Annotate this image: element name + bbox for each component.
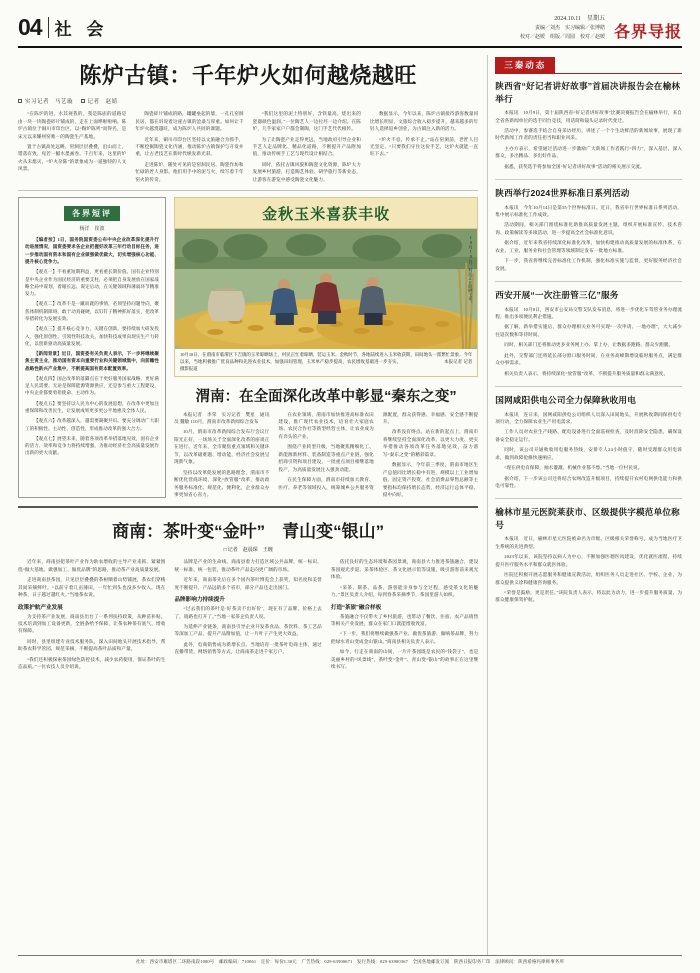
lead-byline bbox=[18, 97, 478, 105]
lead-body bbox=[18, 110, 478, 183]
commentary-tab: 各界短评 bbox=[64, 206, 120, 221]
main-column bbox=[18, 55, 487, 955]
shangnan-col-3 bbox=[331, 558, 478, 673]
weinan-para: 坚持以改革促发展的思路理念，渭南市不断优化营商环境，深化“放管服”改革，推动政务服务标准化、规范化、便利化，企业群众办事更加省心省力。 bbox=[174, 469, 270, 497]
news-para: “现在供电有保障，抽水灌溉、机械作业都不愁。”当地一位村民说。 bbox=[504, 465, 643, 471]
news-title: 西安开展“一次注册管三亿”服务 bbox=[495, 290, 619, 301]
news-para: 本报讯 10月9日，第十届陕西省“好记者讲好故事”比赛决赛报告会在榆林举行，来自全省各新闻单位的选手同台竞技，用话筒和镜头记录时代变迁。 bbox=[495, 110, 683, 123]
news-title: 国网咸阳供电公司全力保障秋收用电 bbox=[495, 395, 636, 406]
news-title: 榆林市星元医院莱获市、区级提供字模范单位称号 bbox=[495, 507, 680, 530]
shangnan-para: “下一步，我们将继续做强茶产业、做优茶旅游、做响茶品牌，努力把绿水青山变成金山银山。”商南县相关负责人表示。 bbox=[330, 631, 479, 644]
shangnan-para: 依托良好的生态环境和茶园景观，商南县大力推进茶旅融合，建设茶园观光步道、采茶体验区、茶文化展示馆等设施，吸引游客前来观光体验。 bbox=[330, 559, 479, 580]
news-para: 据了解，新举措实施后，群众办理相关业务可实现“一次申请、一地办理”，大大减少往返次数和等待时间。 bbox=[495, 324, 683, 337]
commentary-para: 【观点七】展望未来，随着各项改革举措落地见效，国有企业的活力、效率和竞争力将持续增强，为推动经济社会高质量发展作出新的更大贡献。 bbox=[25, 435, 159, 456]
lead-para: 近年来，铜川市印台区坚持以文旅融合为抓手，不断挖掘陶瓷文化内涵，推动陈炉古镇保护与开发并重，让古老技艺在新时代焕发新光彩。 bbox=[135, 136, 244, 157]
commentary-para: 【观点四】国企改革的落脚点在于更好服务国家战略、更好满足人民需要。无论是保障能源资源供应，还是参与重大工程建设，中央企业都要勇担使命、主动作为。 bbox=[25, 375, 159, 396]
lead-para: “我们这里的泥土特别好，含铁量高，烧出来的瓷器颜色温润。”一位陶艺人一边拉坯一边介绍。在陈炉，几乎家家户户都会制陶，这门手艺代代相传。 bbox=[252, 111, 361, 132]
shangnan-para: 品牌是产业的生命线。商南县着力打造区域公共品牌，统一标识、统一标准、统一包装，推动茶叶产品走向更广阔的市场。 bbox=[174, 559, 322, 572]
news-item bbox=[495, 187, 682, 272]
shangnan-para: 为支持茶产业发展，商南县出台了一系列扶持政策，从种苗补贴、技术培训到加工设备更新，全链条给予保障，让茶农种茶有底气、增收有保障。 bbox=[18, 613, 166, 634]
news-para: 主办方表示，希望通过活动进一步激励广大新闻工作者践行“四力”，深入基层、深入群众，多出精品、多出好作品。 bbox=[495, 145, 683, 159]
shangnan-col-1 bbox=[18, 558, 165, 673]
divider bbox=[18, 190, 478, 191]
news-item bbox=[495, 394, 682, 489]
news-body bbox=[495, 411, 682, 490]
lead-para: 陶瓷碎片铺成的路，罐罐垒起的墙，一孔孔窑洞民居，都在诉说着这座古镇的沧桑与厚重。如何让千年炉火越烧越旺，成为陈炉人共同的课题。 bbox=[135, 111, 244, 132]
bullet-icon-2 bbox=[81, 99, 85, 103]
weinan-para: 改革没有终点。站在新的起点上，渭南市将继续坚持全面深化改革，以更大力度、更实举措推动各项改革任务落地见效，奋力谱写“秦东之变”的精彩篇章。 bbox=[382, 429, 479, 457]
right-column bbox=[495, 55, 682, 955]
editor-credit-2: 校对／赵媛 组版／周圆 校对／赵媛 bbox=[519, 34, 605, 40]
publication-date: 2024.10.11 星期五 bbox=[554, 16, 605, 22]
lead-para: 数据显示，今年以来，陈炉古镇接待游客数量同比增长明显，文旅综合收入稳步提升，越来越多的年轻人选择返乡创业，为古镇注入新的活力。 bbox=[369, 111, 479, 132]
shangnan-subhead-3: 打造“茶旅”融合样板 bbox=[330, 604, 382, 611]
lead-byline-editor: 记者 赵婧 bbox=[87, 99, 118, 106]
shangnan-subhead-1: 政策护航产业发展 bbox=[18, 604, 63, 611]
photo-side-note: 10月10日，村民正在晾晒玉米。 bbox=[468, 235, 474, 306]
news-para: 据介绍，下一步该公司还将结合农网改造升级项目，持续提升农村电网供电能力和供电可靠性。 bbox=[495, 475, 683, 489]
lead-para: “炉火不息，传承不止。”站在窑洞前，老匠人目光坚定，“只要我们守住这份手艺，这炉火就能一直旺下去。” bbox=[369, 136, 479, 157]
shangnan-para: 近年来，商南茶先后在多个国内茶叶博览会上获奖，知名度和美誉度不断提升，产品远销多个省市，部分产品还走出国门。 bbox=[174, 577, 322, 590]
divider bbox=[495, 386, 682, 387]
news-para: 据介绍，近年来我省持续深化标准化改革，加快构建推动高质量发展的标准体系，在农业、工业、服务业和社会管理等领域制定发布一批地方标准。 bbox=[495, 240, 683, 253]
corn-harvest-illustration bbox=[175, 229, 477, 349]
news-body bbox=[495, 204, 682, 273]
divider-double bbox=[18, 506, 478, 508]
news-body bbox=[495, 535, 682, 604]
shangnan-subhead-2: 品牌影响力持续提升 bbox=[174, 597, 225, 604]
news-para: 本报讯 今年10月14日是第55个世界标准日。近日，我省举行世界标准日系列活动，集中展示标准化工作成效。 bbox=[495, 204, 683, 218]
news-para: 同时，相关部门还将推动更多业务网上办、掌上办，让数据多跑路、群众少跑腿。 bbox=[504, 342, 674, 348]
photo-feature-title: 金秋玉米喜获丰收 bbox=[174, 197, 478, 229]
photo-caption: 10月10日，在渭南市临渭区下吉镇的玉米晾晒场上，村民正忙着晾晒、装运玉米。金秋时节，各地陆续进入玉米收获期，田间地头一派繁忙景象。今年以来，当地积极推广优良品种和先进农业技术，加强田间管理，玉米单产稳步提高，农民增收基础进一步夯实。 本报记者 记者 摄影报道 bbox=[174, 349, 478, 376]
masthead bbox=[18, 14, 682, 48]
commentary-body bbox=[25, 236, 159, 457]
news-item bbox=[495, 289, 682, 377]
shangnan-headline: 商南：茶叶变“金叶” 青山变“银山” bbox=[112, 522, 385, 542]
lead-para: 走进陈炉，随处可见的是窑洞民居、陶瓷作坊和忙碌的匠人身影。他们用手中的泥与火，续写着千年窑火的传奇。 bbox=[135, 161, 244, 182]
news-para: 2023年以来，该院坚持以病人为中心，不断加强医德医风建设，优化就医流程，持续提升医疗服务水平和群众就医体验。 bbox=[495, 554, 683, 567]
news-para: 本报讯 近日，榆林市星元医院被命名为市级、区级相关荣誉称号，成为当地医疗卫生系统的先进典型。 bbox=[495, 536, 683, 549]
weinan-body bbox=[174, 411, 478, 499]
news-para: 此外，交警部门还将延长部分窗口服务时间，在业务高峰期增设临时服务点，满足群众办事需求。 bbox=[495, 352, 683, 366]
lead-para: 同时，依托古镇风貌和陶瓷文化资源，陈炉大力发展乡村旅游，打造陶艺体验、研学旅行等新业态，让游客在游览中感受陶瓷文化魅力。 bbox=[252, 161, 361, 182]
commentary-para: 【观点三】提升核心竞争力，关键在创新。要持续加大研发投入，强化原创性、引领性科技攻关，加快科技成果向现实生产力转化，以创新驱动高质量发展。 bbox=[25, 326, 159, 346]
news-para: 活动中，参赛选手结合自身采访经历，讲述了一个个生动鲜活的新闻故事，展现了新时代新闻工作者的责任担当和职业风采。 bbox=[495, 127, 683, 141]
news-title: 陕西举行2024世界标准日系列活动 bbox=[495, 188, 630, 199]
shangnan-para: 茶旅融合不仅带火了乡村旅游，也带动了餐饮、住宿、农产品销售等相关产业发展，群众在家门口就能增收致富。 bbox=[330, 613, 479, 627]
masthead-left bbox=[18, 14, 108, 41]
commentary-para: 【观点五】要坚持以人民为中心的发展思想，在改革中更加注重保障和改善民生，让发展成果更多更公平地惠及全体人民。 bbox=[25, 400, 159, 414]
right-column-header bbox=[495, 55, 682, 74]
lead-para: 为了让陶瓷产业走得更远，当地政府引导企业和手艺人走品牌化、精品化道路，不断提升产品附加值，推动传统手工艺与现代设计相结合。 bbox=[252, 136, 361, 157]
weinan-byline: 本报记者 李荣 实习记者 樊星 通讯员 魏敏 110月，渭南市改革新闻综合发布 bbox=[174, 411, 270, 425]
commentary-para: 【观点六】改革越深入，越需要凝聚共识。要充分调动广大职工的积极性、主动性、创造性，形成推动改革的强大合力。 bbox=[25, 418, 159, 431]
weinan-para: 在农业领域，渭南市加快推进高标准农田建设，推广现代农业技术，培育壮大家庭农场、农民合作社等新型经营主体，让农业成为有奔头的产业。 bbox=[278, 411, 374, 439]
shangnan-para: “我们还积极探索茶园绿色防控技术，减少农药使用，保证茶叶的生态品质。”一位农技人员介绍说。 bbox=[18, 656, 166, 670]
shangnan-col-2 bbox=[174, 558, 321, 673]
shangnan-para: 如今，行走在商南的山间，一片片茶园既是农民的“钱袋子”，也是美丽乡村的“风景线”，茶叶变“金叶”、青山变“银山”的故事正在这里继续书写。 bbox=[330, 649, 479, 670]
page-body bbox=[18, 55, 682, 955]
shangnan-para: “过去我们的茶叶是‘好茶卖不出好价’，现在有了品牌，价格上去了，销路也打开了。”当地一家茶企负责人说。 bbox=[174, 606, 322, 619]
photo-and-weinan bbox=[174, 197, 478, 498]
right-column-tab: 三秦动态 bbox=[495, 57, 555, 73]
commentary-author: 杨洋 崔波 bbox=[79, 227, 105, 233]
news-para: 相关负责人表示，将持续深化“放管服”改革，不断提升服务质量和群众满意度。 bbox=[504, 370, 669, 376]
lead-para: “在陈炉的进，水其观我的，我是陈庙的道路是由一块一块陶瓷碎片铺成的，走在上面哗啦啦响。陈炉古镇位于铜川市印台区，以“陶炉陈列”而得名，是宋元以来耀州窑唯一的陶瓷生产基地。 bbox=[18, 111, 127, 139]
news-para: 下一步，我省将继续完善标准化工作机制，强化标准实施与监督，更好服务经济社会发展。 bbox=[495, 258, 683, 271]
masthead-meta bbox=[520, 14, 605, 42]
news-para: 活动期间，相关部门围绕标准化助推高质量发展主题，组织开展标准宣传、技术咨询、政策解读等多项活动，进一步提高全社会标准化意识。 bbox=[495, 222, 683, 235]
commentary-para: 【观点一】不看重短期利益，更看重长期价值。国有企业特别是中央企业作为国民经济的重要支柱，必须把自身发展放在国家战略全局中谋划，着眼长远、谋定后动，在关键领域和薄弱环节精准发力。 bbox=[25, 269, 159, 297]
news-item bbox=[495, 506, 682, 603]
commentary-para: 【观点二】改革不是一蹴而就的事情，必须坚持问题导向，聚焦体制机制障碍，敢于动真碰硬，以钉钉子精神抓好落实，把改革举措转化为发展实效。 bbox=[25, 301, 159, 321]
shangnan-para: 近年来，商南县把茶叶产业作为助农增收的主导产业来抓，紧紧围绕“做大基地、做强加工、做优品牌”的思路，推动茶产业高质量发展。 bbox=[18, 559, 166, 572]
weinan-headline: 渭南：在全面深化改革中彰显“秦东之变” bbox=[195, 388, 457, 405]
lead-headline: 陈炉古镇：千年炉火如何越烧越旺 bbox=[79, 63, 417, 89]
column-divider bbox=[487, 55, 488, 955]
shangnan-para: 走进商南县茶园，只见层层叠叠的茶树顺着山势铺展，茶农们穿梭其间采摘鲜叶。“以前守着几亩薄田，一年忙到头也没多少收入。现在种茶，日子越过越红火。”当地茶农说。 bbox=[18, 577, 166, 598]
news-title: 陕西省“好记者讲好故事”首届决讲报告会在榆林举行 bbox=[495, 81, 681, 104]
page-number: 04 bbox=[18, 14, 42, 40]
divider bbox=[495, 281, 682, 282]
weinan-para: 围绕产业转型升级，当地聚焦精细化工、新能源新材料、装备制造等重点产业链，强化招商引资和项目建设，一批重点项目相继落地投产，为高质量发展注入强劲动能。 bbox=[278, 444, 374, 472]
section-name: 社 会 bbox=[54, 20, 109, 39]
shangnan-byline: □ 记者 赵晨琛 王缠 bbox=[223, 548, 273, 554]
news-item bbox=[495, 80, 682, 170]
news-para: “荣誉是鼓励，更是责任。”该院负责人表示，将以此为动力，进一步提升服务质量，为群众健康保驾护航。 bbox=[495, 589, 683, 603]
commentary-para: 【编者按】1日，国务院国资委公布中央企业改革深化提升行动进展情况，国资委要求各企业把握好改革三年行动目标任务，进一步推动国有资本和国有企业做强做优做大，切实增强核心功能、提升核心竞争力。 bbox=[25, 237, 159, 264]
news-para: 本报讯 10月8日，西安市公安局交警支队发布消息，将进一步优化车驾管业务办理流程，推出多项便民利企措施。 bbox=[495, 306, 683, 319]
shangnan-body bbox=[18, 558, 478, 673]
news-para: 同时，该公司开通秋收用电服务热线，安排专人24小时值守，随时受理群众用电诉求，做到故障抢修快速响应。 bbox=[495, 447, 683, 460]
shangnan-para: 此外，电商销售成为新增长点。当地培育一批茶叶电商主体，通过直播带货、网络销售等方式，让商南茶走进千家万户。 bbox=[174, 641, 322, 655]
commentary-para: 【新闻背景】近日，国资委有关负责人表示，下一步将继续聚焦主责主业，推动国有资本向重要行业和关键领域集中，向前瞻性战略性新兴产业集中，不断提高国有资本配置效率。 bbox=[25, 351, 159, 371]
shangnan-para: 同时，县里组建专业技术服务队，深入田间地头开展技术指导，帮助茶农科学管园、规范采摘，不断提高茶叶品质和产量。 bbox=[18, 638, 166, 652]
news-para: 医院还积极开展志愿服务和健康宣教活动，组织医务人员走进社区、学校、企业，为群众提供义诊和健康咨询服务。 bbox=[495, 572, 683, 585]
news-para: 工作人员对农业生产线路、配电设备进行全面巡视检查，及时消除安全隐患，确保设备安全稳定运行。 bbox=[495, 429, 683, 442]
shangnan-para: 为延伸产业链条，商南县引导企业开发茶食品、茶饮料、茶工艺品等深加工产品，提升产品附加值，让一片叶子产生更大效益。 bbox=[174, 624, 322, 637]
news-body bbox=[495, 306, 682, 378]
news-para: 本报讯 连日来，国网咸阳供电公司组织人员深入田间地头，开展秋收期间保供电专项行动，全力保障农业生产用电需求。 bbox=[495, 411, 683, 424]
divider bbox=[495, 498, 682, 499]
lead-para: 置于古镇高处远眺，窑洞层层叠叠，沿山而上，错落有致，宛若一幅水墨画卷。千百年来，这里的炉火从未熄灭，“炉火杂陈”的景象成为一道独特的人文风景。 bbox=[18, 143, 127, 172]
bullet-icon bbox=[18, 99, 22, 103]
weinan-para: 10月，渭南市改革新闻综合发布厅会议厅阳光正好，一场场关于全面深化改革的座谈正在进行。近年来，全市聚焦重点领域和关键环节，以改革破难题、增动能，经济社会发展呈现新气象。 bbox=[174, 429, 270, 465]
mid-section bbox=[18, 197, 478, 498]
news-body bbox=[495, 109, 682, 170]
masthead-divider bbox=[48, 17, 49, 38]
weinan-para: 在民生保障方面，渭南市持续加大教育、医疗、养老等领域投入，统筹城乡公共服务资源配置，群众获得感、幸福感、安全感不断提升。 bbox=[278, 411, 479, 490]
masthead-right bbox=[520, 14, 682, 42]
editor-credit-1: 责编／刘杰 实习编辑／张博皓 bbox=[534, 26, 605, 32]
photo-feature-image bbox=[174, 229, 478, 349]
commentary-box bbox=[18, 197, 166, 498]
page-footer: 社址：西安市雁塔区二环路南段1000号 邮政编码：710061 定价：每份1.30元 广告热线：029-63900671 发行热线：029-63900367 全国各地邮发订阅 陕西日报印务厂印 法律顾问：陕西希格玛律师事务所 bbox=[18, 955, 682, 965]
lead-byline-reporter: 实习记者 马艺璇 bbox=[25, 99, 74, 106]
newspaper-logo: 各界导报 bbox=[613, 24, 682, 42]
news-para: 据悉，获奖选手将参加全国“好记者讲好故事”活动的相关展示交流。 bbox=[504, 163, 645, 169]
shangnan-para: “采茶、制茶、品茶，游客能亲身参与全过程，感受茶文化的魅力。”景区负责人介绍，每到春茶采摘季节，茶园里游人如织。 bbox=[330, 584, 479, 598]
divider bbox=[495, 179, 682, 180]
commentary-title bbox=[25, 203, 159, 221]
weinan-para: 数据显示，今年前三季度，渭南市地区生产总值同比增长稳中有进，规模以上工业增加值、固定资产投资、社会消费品零售总额等主要指标均保持增长态势，经济运行总体平稳、稳中向好。 bbox=[382, 462, 479, 497]
